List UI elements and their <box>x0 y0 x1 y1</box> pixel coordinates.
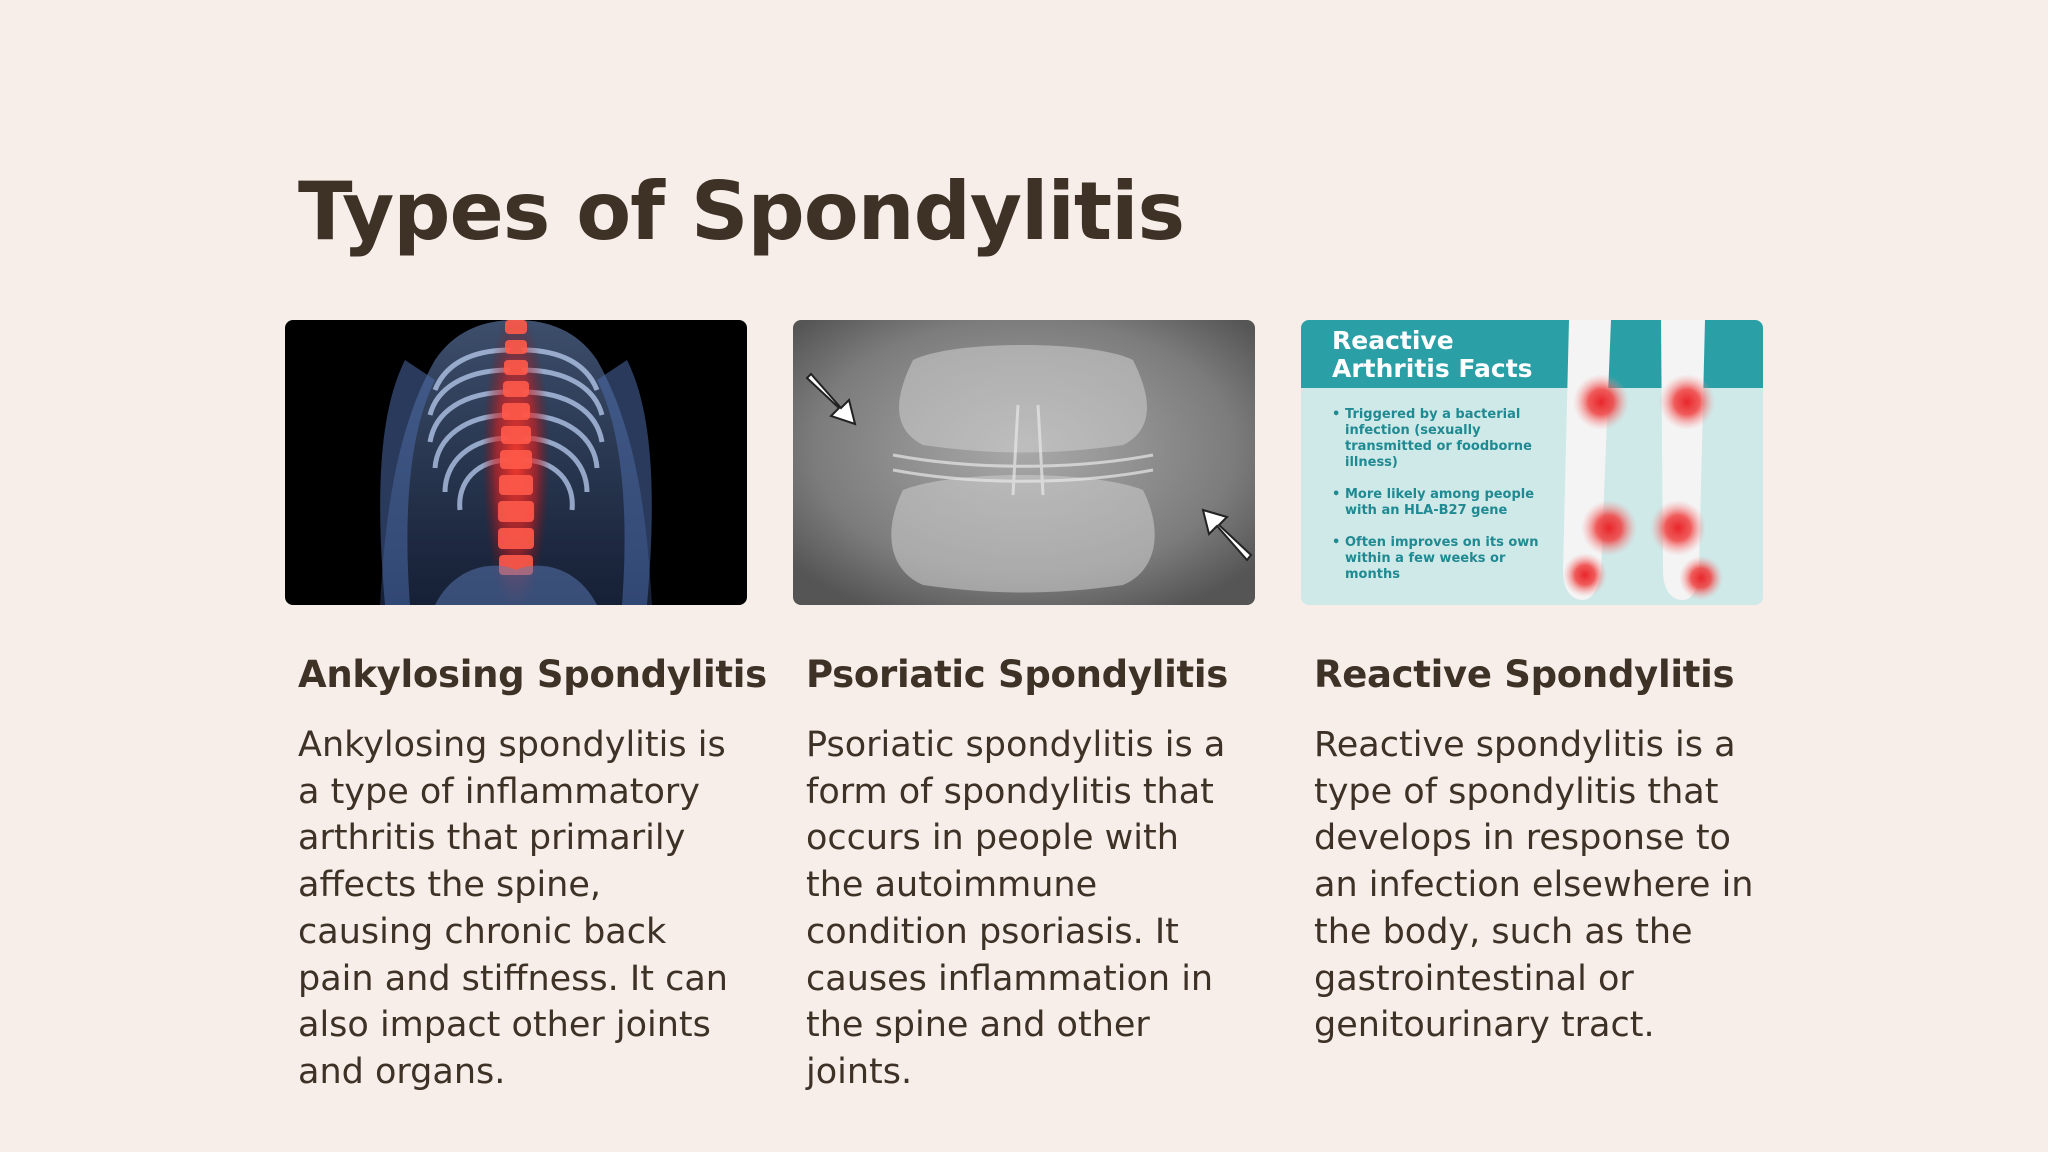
reactive-arthritis-infographic <box>1301 320 1763 605</box>
card-reactive <box>1301 320 1763 1046</box>
infographic-bullet-line: with an HLA-B27 gene <box>1345 503 1508 518</box>
infographic-bullet-line: transmitted or foodborne <box>1345 439 1532 454</box>
card-psoriatic <box>793 320 1255 1092</box>
spine-xray-image <box>793 320 1255 605</box>
infographic-bullet-line: within a few weeks or <box>1345 551 1506 566</box>
infographic-bullet-line: months <box>1345 567 1400 582</box>
svg-text:•: • <box>1332 535 1341 550</box>
card-description: Reactive spondylitis is a type of spondylitis that develops in response to an infection elsewhere in the body, such as the gastrointestinal or genitourinary tract. <box>1314 725 1754 1046</box>
card-description: Ankylosing spondylitis is a type of inflammatory arthritis that primarily affects the spine, causing chronic back pain and stiffness. It can also impact other joints and organs. <box>298 725 728 1092</box>
skeleton-xray-image <box>285 320 747 605</box>
infographic-bullet-line: infection (sexually <box>1345 423 1481 438</box>
infographic-heading-line1: Reactive <box>1332 326 1454 355</box>
infographic-bullet-line: More likely among people <box>1345 487 1535 502</box>
card-title: Ankylosing Spondylitis <box>298 653 767 696</box>
svg-text:•: • <box>1332 407 1341 422</box>
card-ankylosing <box>285 320 767 1092</box>
svg-text:•: • <box>1332 487 1341 502</box>
card-title: Reactive Spondylitis <box>1314 653 1735 696</box>
card-description: Psoriatic spondylitis is a form of spondylitis that occurs in people with the autoimmune condition psoriasis. It causes inflammation in the spine and other joints. <box>806 725 1226 1092</box>
infographic-heading-line2: Arthritis Facts <box>1332 354 1533 383</box>
infographic-bullet-line: illness) <box>1345 455 1398 470</box>
infographic-bullet-line: Often improves on its own <box>1345 535 1539 550</box>
card-title: Psoriatic Spondylitis <box>806 653 1228 696</box>
infographic-bullet-line: Triggered by a bacterial <box>1345 407 1521 422</box>
slide-title: Types of Spondylitis <box>298 165 1185 258</box>
